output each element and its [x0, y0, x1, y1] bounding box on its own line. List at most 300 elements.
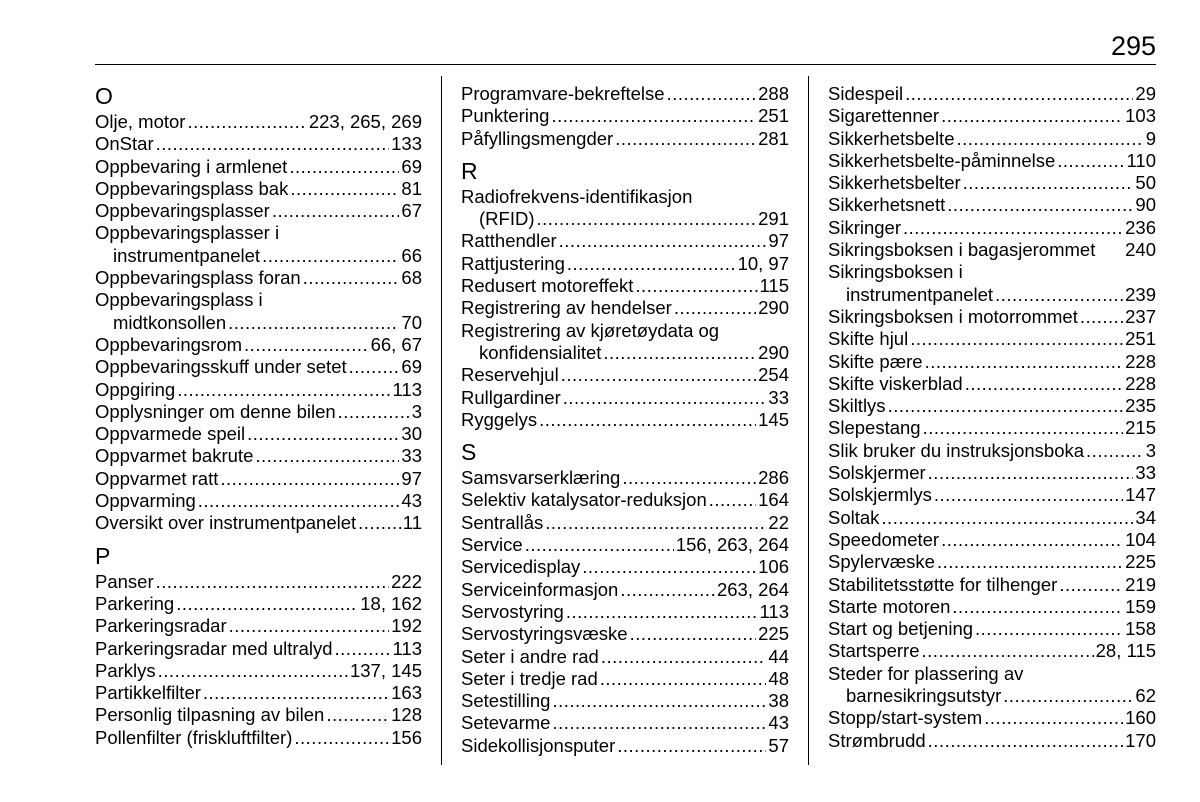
- index-term: Reservehjul: [461, 364, 559, 386]
- index-term: Påfyllingsmengder: [461, 127, 614, 149]
- index-entry: [828, 150, 1156, 172]
- index-entry: [828, 462, 1156, 484]
- index-entry: [828, 128, 1156, 150]
- page-ref[interactable]: 113: [392, 378, 422, 400]
- page-ref[interactable]: 288: [758, 83, 789, 104]
- index-term: Personlig tilpasning av bilen: [95, 704, 325, 726]
- index-entry: [461, 253, 789, 275]
- index-entry: [828, 574, 1156, 596]
- index-entry: [95, 156, 422, 178]
- index-term: Oversikt over instrumentpanelet: [95, 512, 357, 534]
- page-ref[interactable]: 34: [1135, 506, 1156, 528]
- index-entry: [828, 194, 1156, 216]
- page-ref[interactable]: 128: [391, 704, 422, 726]
- index-entry: [461, 668, 789, 690]
- index-entry: [828, 507, 1156, 529]
- page-ref[interactable]: 50: [1135, 172, 1156, 194]
- index-term: Sikringsboksen i bagasjerommet: [828, 239, 1096, 261]
- index-term: Seter i andre rad: [461, 645, 599, 667]
- index-column-3: [828, 83, 1156, 752]
- dot-leader: [928, 730, 1123, 752]
- index-entry: [828, 440, 1156, 462]
- dot-leader: [1080, 306, 1123, 328]
- index-term: Startsperre: [828, 640, 920, 662]
- dot-leader: [952, 596, 1123, 618]
- index-entry: [461, 208, 789, 230]
- page-ref[interactable]: 290: [758, 341, 789, 363]
- dot-leader: [620, 579, 715, 601]
- page-ref[interactable]: 281: [758, 127, 789, 149]
- index-entry: [828, 306, 1156, 328]
- index-term: Solskjermer: [828, 462, 926, 484]
- page-ref[interactable]: 110: [1126, 149, 1156, 171]
- index-term: Registrering av kjøretøydata og: [461, 319, 720, 341]
- index-entry: [461, 387, 789, 409]
- dot-leader: [601, 646, 767, 668]
- dot-leader: [1059, 574, 1123, 596]
- dot-leader: [903, 217, 1123, 239]
- index-entry: [461, 342, 789, 364]
- dot-leader: [289, 156, 399, 178]
- page-ref[interactable]: 133: [391, 133, 422, 155]
- page-ref[interactable]: 156: [391, 726, 422, 748]
- index-term: Setestilling: [461, 690, 551, 712]
- dot-leader: [956, 128, 1143, 150]
- page-ref[interactable]: 81: [401, 177, 422, 199]
- page-ref[interactable]: 219: [1125, 573, 1156, 595]
- index-entry: [828, 239, 1156, 261]
- index-entry: [461, 623, 789, 645]
- index-term: Steder for plassering av: [828, 662, 1024, 684]
- dot-leader: [539, 409, 756, 431]
- dot-leader: [203, 682, 389, 704]
- page-ref[interactable]: 9: [1145, 127, 1156, 149]
- index-term: instrumentpanelet: [846, 283, 994, 305]
- page-ref[interactable]: 43: [401, 490, 422, 512]
- page-ref[interactable]: 286: [758, 467, 789, 489]
- page-ref[interactable]: 3: [411, 400, 422, 422]
- index-term: Sikringsboksen i motorrommet: [828, 305, 1078, 327]
- page-ref[interactable]: 62: [1135, 685, 1156, 707]
- index-entry: [828, 373, 1156, 395]
- page-ref[interactable]: 137, 145: [349, 659, 422, 681]
- page-ref[interactable]: 97: [768, 230, 789, 252]
- page-ref[interactable]: 158: [1125, 618, 1156, 640]
- page-ref[interactable]: 113: [759, 600, 789, 622]
- index-entry: [828, 618, 1156, 640]
- index-column-2: [461, 83, 789, 757]
- index-entry: [461, 467, 789, 489]
- page-ref[interactable]: 147: [1125, 484, 1156, 506]
- index-entry: [828, 685, 1156, 707]
- index-entry: [95, 445, 422, 467]
- dot-leader: [262, 245, 399, 267]
- index-term: Sidekollisjonsputer: [461, 734, 616, 756]
- index-term: Oppvarmede speil: [95, 423, 246, 445]
- index-term: Olje, motor: [95, 111, 186, 132]
- page-ref[interactable]: 33: [401, 445, 422, 467]
- index-term: Rattjustering: [461, 252, 565, 274]
- dot-leader: [551, 105, 756, 127]
- column-divider: [441, 76, 442, 765]
- index-entry: [461, 646, 789, 668]
- dot-leader: [617, 735, 766, 757]
- page-ref[interactable]: 10, 97: [737, 252, 789, 274]
- index-term: Parklys: [95, 659, 156, 681]
- dot-leader: [338, 401, 410, 423]
- page-ref[interactable]: 254: [758, 364, 789, 386]
- dot-leader: [888, 395, 1124, 417]
- dot-leader: [937, 551, 1123, 573]
- index-entry: [95, 312, 422, 334]
- dot-leader: [272, 200, 400, 222]
- dot-leader: [881, 507, 1133, 529]
- index-term: Opplysninger om denne bilen: [95, 400, 336, 422]
- page-ref[interactable]: 69: [401, 356, 422, 378]
- dot-leader: [255, 445, 399, 467]
- index-term: Skifte viskerblad: [828, 372, 963, 394]
- dot-leader: [910, 328, 1123, 350]
- page-ref[interactable]: 115: [759, 275, 789, 297]
- page-ref[interactable]: 215: [1125, 417, 1156, 439]
- page-ref[interactable]: 251: [758, 105, 789, 127]
- dot-leader: [603, 342, 756, 364]
- dot-leader: [582, 556, 756, 578]
- index-entry: [828, 551, 1156, 573]
- page-ref[interactable]: 235: [1125, 395, 1156, 417]
- index-entry: [828, 596, 1156, 618]
- dot-leader: [247, 423, 399, 445]
- page-ref[interactable]: 160: [1125, 707, 1156, 729]
- index-entry: [828, 284, 1156, 306]
- dot-leader: [220, 468, 399, 490]
- dot-leader: [545, 512, 766, 534]
- dot-leader: [674, 297, 756, 319]
- dot-leader: [1086, 440, 1144, 462]
- dot-leader: [335, 638, 391, 660]
- index-term: Oppbevaringsplass i: [95, 289, 263, 311]
- index-entry: [461, 556, 789, 578]
- page-ref[interactable]: 22: [768, 511, 789, 533]
- index-term: Programvare-bekreftelse: [461, 83, 665, 104]
- page-ref[interactable]: 223, 265, 269: [308, 111, 422, 132]
- index-entry: [461, 297, 789, 319]
- index-term: Oppgiring: [95, 378, 176, 400]
- index-term: Sikkerhetsnett: [828, 194, 946, 216]
- page-ref[interactable]: 113: [392, 637, 422, 659]
- dot-leader: [635, 275, 757, 297]
- page-ref[interactable]: 263, 264: [716, 578, 789, 600]
- page-ref[interactable]: 228: [1125, 372, 1156, 394]
- dot-leader: [928, 462, 1134, 484]
- header-rule: [95, 64, 1156, 65]
- index-entry: [828, 105, 1156, 127]
- page-ref[interactable]: 240: [1125, 239, 1156, 261]
- page-ref[interactable]: 28, 115: [1095, 640, 1156, 662]
- index-term: Rullgardiner: [461, 386, 561, 408]
- index-term: barnesikringsutstyr: [846, 685, 1002, 707]
- index-term: Sikringsboksen i: [828, 261, 963, 283]
- index-entry: [95, 111, 422, 133]
- index-entry: [95, 200, 422, 222]
- page-ref[interactable]: 11: [402, 512, 422, 534]
- page-ref[interactable]: 164: [758, 489, 789, 511]
- page-ref[interactable]: 97: [401, 467, 422, 489]
- index-term: Oppbevaringsplasser: [95, 200, 270, 222]
- dot-leader: [358, 512, 401, 534]
- index-entry: [95, 682, 422, 704]
- index-term: Sikkerhetsbelter: [828, 172, 961, 194]
- index-term: Soltak: [828, 506, 880, 528]
- index-entry: [461, 275, 789, 297]
- index-term: Oppbevaringsrom: [95, 333, 243, 355]
- dot-leader: [177, 379, 390, 401]
- index-entry: [95, 178, 422, 200]
- dot-leader: [709, 489, 756, 511]
- index-entry: [461, 512, 789, 534]
- page-ref[interactable]: 69: [401, 155, 422, 177]
- page-ref[interactable]: 290: [758, 297, 789, 319]
- index-term: midtkonsollen: [113, 311, 227, 333]
- index-entry: [461, 601, 789, 623]
- page-ref[interactable]: 90: [1135, 194, 1156, 216]
- index-entry: [828, 172, 1156, 194]
- index-entry: [828, 484, 1156, 506]
- index-term: Redusert motoreffekt: [461, 275, 634, 297]
- page-ref[interactable]: 68: [401, 267, 422, 289]
- index-term: Radiofrekvens-identifikasjon: [461, 185, 693, 207]
- page-ref[interactable]: 103: [1125, 105, 1156, 127]
- index-term: Stopp/start-system: [828, 707, 983, 729]
- dot-leader: [176, 593, 358, 615]
- index-entry: [828, 217, 1156, 239]
- dot-leader: [294, 727, 389, 749]
- index-term: Panser: [95, 570, 154, 592]
- page-ref[interactable]: 222: [391, 570, 422, 592]
- index-term: Stabilitetsstøtte for tilhenger: [828, 573, 1058, 595]
- page-ref[interactable]: 106: [758, 556, 789, 578]
- section-letter: P: [95, 542, 111, 569]
- index-entry: [461, 186, 789, 208]
- index-entry: [95, 267, 422, 289]
- index-term: Sigarettenner: [828, 105, 940, 127]
- dot-leader: [561, 364, 756, 386]
- page-ref[interactable]: 237: [1125, 305, 1156, 327]
- index-term: Sikringer: [828, 216, 901, 238]
- page-ref[interactable]: 66: [401, 244, 422, 266]
- index-entry: [95, 512, 422, 534]
- index-entry: [95, 289, 422, 311]
- index-term: Servostyringsvæske: [461, 623, 628, 645]
- dot-leader: [567, 253, 736, 275]
- page-ref[interactable]: 3: [1145, 439, 1156, 461]
- index-term: Oppbevaringsskuff under setet: [95, 356, 347, 378]
- index-entry: [828, 730, 1156, 752]
- index-entry: [95, 615, 422, 637]
- index-term: Parkeringsradar med ultralyd: [95, 637, 333, 659]
- index-term: Servicedisplay: [461, 556, 581, 578]
- index-entry: [95, 490, 422, 512]
- index-term: Parkeringsradar: [95, 615, 227, 637]
- dot-leader: [630, 623, 757, 645]
- section-letter: R: [461, 157, 478, 184]
- index-term: konfidensialitet: [479, 341, 602, 363]
- dot-leader: [947, 194, 1133, 216]
- index-entry: [95, 571, 422, 593]
- page-ref[interactable]: 236: [1125, 216, 1156, 238]
- page-ref[interactable]: 66, 67: [370, 333, 422, 355]
- index-entry: [95, 423, 422, 445]
- index-term: Oppvarmet bakrute: [95, 445, 254, 467]
- index-entry: [461, 409, 789, 431]
- index-entry: [828, 83, 1156, 105]
- index-term: Slik bruker du instruksjonsboka: [828, 439, 1085, 461]
- dot-leader: [187, 111, 306, 133]
- dot-leader: [975, 618, 1123, 640]
- index-term: Samsvarserklæring: [461, 467, 621, 489]
- page-ref[interactable]: 251: [1125, 328, 1156, 350]
- dot-leader: [525, 534, 674, 556]
- page-ref[interactable]: 67: [401, 200, 422, 222]
- index-entry: [95, 222, 422, 244]
- dot-leader: [552, 712, 766, 734]
- index-term: Sikkerhetsbelte-påminnelse: [828, 149, 1056, 171]
- column-divider: [808, 76, 809, 765]
- dot-leader: [925, 351, 1124, 373]
- dot-leader: [615, 128, 756, 150]
- page-ref[interactable]: 33: [768, 386, 789, 408]
- page-ref[interactable]: 170: [1125, 729, 1156, 751]
- dot-leader: [303, 267, 400, 289]
- dot-leader: [326, 704, 389, 726]
- page-ref[interactable]: 44: [768, 645, 789, 667]
- index-term: Seter i tredje rad: [461, 667, 598, 689]
- index-entry: [461, 128, 789, 150]
- index-entry: [828, 663, 1156, 685]
- index-term: Pollenfilter (friskluftfilter): [95, 726, 293, 748]
- dot-leader: [984, 707, 1123, 729]
- page-ref[interactable]: 239: [1125, 283, 1156, 305]
- index-entry: [95, 401, 422, 423]
- section-letter: S: [461, 439, 477, 466]
- index-entry: [461, 364, 789, 386]
- index-term: Oppbevaringsplass bak: [95, 177, 289, 199]
- page-ref[interactable]: 70: [401, 311, 422, 333]
- index-term: Registrering av hendelser: [461, 297, 672, 319]
- dot-leader: [349, 356, 400, 378]
- index-term: Skifte hjul: [828, 328, 909, 350]
- index-entry: [461, 105, 789, 127]
- dot-leader: [1057, 150, 1124, 172]
- index-entry: [828, 640, 1156, 662]
- page-ref[interactable]: 38: [768, 690, 789, 712]
- dot-leader: [995, 284, 1123, 306]
- index-entry: [828, 417, 1156, 439]
- dot-leader: [941, 105, 1123, 127]
- page-ref[interactable]: 156, 263, 264: [675, 534, 789, 556]
- page-ref[interactable]: 43: [768, 712, 789, 734]
- index-term: Strømbrudd: [828, 729, 926, 751]
- index-term: Oppbevaringsplass foran: [95, 267, 301, 289]
- page-ref[interactable]: 30: [401, 423, 422, 445]
- index-term: Slepestang: [828, 417, 921, 439]
- index-entry: [95, 660, 422, 682]
- index-term: Oppvarmet ratt: [95, 467, 219, 489]
- page-ref[interactable]: 33: [1135, 462, 1156, 484]
- index-entry: [95, 593, 422, 615]
- index-term: Servostyring: [461, 600, 564, 622]
- dot-leader: [563, 387, 767, 409]
- index-term: Oppvarming: [95, 490, 196, 512]
- page-ref[interactable]: 228: [1125, 350, 1156, 372]
- page-number: 295: [1110, 31, 1156, 61]
- dot-leader: [905, 83, 1133, 105]
- index-term: Partikkelfilter: [95, 682, 201, 704]
- index-entry: [95, 727, 422, 749]
- dot-leader: [923, 417, 1124, 439]
- index-entry: [828, 261, 1156, 283]
- dot-leader: [156, 571, 390, 593]
- page-ref[interactable]: 225: [758, 623, 789, 645]
- dot-leader: [934, 484, 1123, 506]
- page-ref[interactable]: 291: [758, 208, 789, 230]
- page-ref[interactable]: 192: [391, 615, 422, 637]
- index-term: Service: [461, 534, 523, 556]
- index-entry: [95, 133, 422, 155]
- index-entry: [95, 379, 422, 401]
- page-ref[interactable]: 57: [768, 734, 789, 756]
- index-column-1: [95, 83, 422, 749]
- index-term: Setevarme: [461, 712, 551, 734]
- dot-leader: [566, 601, 758, 623]
- index-entry: [95, 356, 422, 378]
- index-entry: [95, 245, 422, 267]
- dot-leader: [922, 640, 1094, 662]
- index-entry: [461, 83, 789, 105]
- page-ref[interactable]: 29: [1135, 83, 1156, 104]
- index-entry: [461, 230, 789, 252]
- index-term: Start og betjening: [828, 618, 974, 640]
- page-ref[interactable]: 48: [768, 667, 789, 689]
- index-term: Sikkerhetsbelte: [828, 127, 955, 149]
- index-term: Parkering: [95, 592, 175, 614]
- index-term: Skiltlys: [828, 395, 886, 417]
- index-term: OnStar: [95, 133, 154, 155]
- dot-leader: [244, 334, 369, 356]
- page-ref[interactable]: 163: [391, 682, 422, 704]
- index-term: Ratthendler: [461, 230, 557, 252]
- page-ref[interactable]: 104: [1125, 528, 1156, 550]
- index-term: Starte motoren: [828, 595, 951, 617]
- dot-leader: [536, 208, 756, 230]
- dot-leader: [198, 490, 400, 512]
- page-ref[interactable]: 159: [1125, 595, 1156, 617]
- index-term: Serviceinformasjon: [461, 578, 619, 600]
- index-term: Selektiv katalysator-reduksjon: [461, 489, 707, 511]
- page-ref[interactable]: 145: [758, 408, 789, 430]
- section-letter: O: [95, 83, 113, 109]
- dot-leader: [1003, 685, 1133, 707]
- index-term: (RFID): [479, 208, 535, 230]
- dot-leader: [963, 172, 1134, 194]
- dot-leader: [552, 690, 766, 712]
- page-ref[interactable]: 225: [1125, 551, 1156, 573]
- index-term: Oppbevaring i armlenet: [95, 155, 288, 177]
- dot-leader: [622, 467, 756, 489]
- index-term: Spylervæske: [828, 551, 935, 573]
- index-term: Solskjermlys: [828, 484, 932, 506]
- page-ref[interactable]: 18, 162: [360, 592, 422, 614]
